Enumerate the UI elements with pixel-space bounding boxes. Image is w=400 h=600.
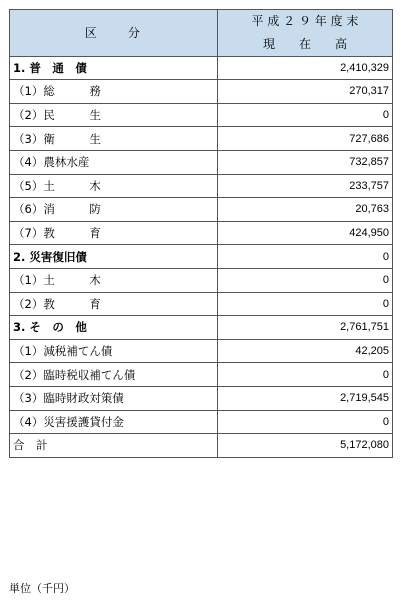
table-row — [10, 80, 393, 104]
table-row — [10, 56, 393, 80]
table-row — [10, 221, 393, 245]
row-label: （6）消 防 — [10, 198, 218, 222]
table-row — [10, 150, 393, 174]
table-row — [10, 339, 393, 363]
row-value: 424,950 — [218, 221, 393, 245]
debt-balance-table — [9, 9, 393, 458]
table-row — [10, 410, 393, 434]
row-label: （7）教 育 — [10, 221, 218, 245]
row-label: （3）臨時財政対策債 — [10, 386, 218, 410]
row-value: 20,763 — [218, 198, 393, 222]
table-row — [10, 268, 393, 292]
table-row — [10, 198, 393, 222]
table-row — [10, 127, 393, 151]
row-value: 0 — [218, 292, 393, 316]
header-balance-line1: 平 成 ２ ９ 年 度 末 — [251, 14, 359, 28]
row-value: 270,317 — [218, 80, 393, 104]
table-row — [10, 103, 393, 127]
row-label: （4）農林水産 — [10, 150, 218, 174]
row-value: 0 — [218, 245, 393, 269]
row-value: 0 — [218, 268, 393, 292]
table-row — [10, 174, 393, 198]
row-label: （2）臨時税収補てん債 — [10, 363, 218, 387]
row-label: （5）土 木 — [10, 174, 218, 198]
row-value: 42,205 — [218, 339, 393, 363]
row-label: 2. 災害復旧債 — [10, 245, 218, 269]
row-value: 2,719,545 — [218, 386, 393, 410]
row-value: 0 — [218, 410, 393, 434]
row-label: （4）災害援護貸付金 — [10, 410, 218, 434]
table-row — [10, 245, 393, 269]
header-category: 区 分 — [10, 10, 218, 57]
table-row — [10, 363, 393, 387]
row-value: 0 — [218, 103, 393, 127]
table-row — [10, 386, 393, 410]
table-row — [10, 292, 393, 316]
row-label: （1）総 務 — [10, 80, 218, 104]
table-row — [10, 434, 393, 458]
header-balance-line2: 現 在 高 — [262, 36, 347, 51]
row-label: 1. 普 通 債 — [10, 56, 218, 80]
row-label: （3）衛 生 — [10, 127, 218, 151]
row-label: （1）土 木 — [10, 268, 218, 292]
header-balance — [218, 10, 393, 57]
unit-note: 単位（千円） — [9, 582, 75, 595]
row-value: 0 — [218, 363, 393, 387]
row-label: 合 計 — [10, 434, 218, 458]
row-label: （2）民 生 — [10, 103, 218, 127]
row-value: 5,172,080 — [218, 434, 393, 458]
row-label: （1）減税補てん債 — [10, 339, 218, 363]
row-value: 2,761,751 — [218, 316, 393, 340]
table-header-row — [10, 10, 393, 57]
row-value: 732,857 — [218, 150, 393, 174]
row-value: 2,410,329 — [218, 56, 393, 80]
row-label: 3. そ の 他 — [10, 316, 218, 340]
row-value: 233,757 — [218, 174, 393, 198]
row-label: （2）教 育 — [10, 292, 218, 316]
table-body — [10, 56, 393, 457]
row-value: 727,686 — [218, 127, 393, 151]
table-row — [10, 316, 393, 340]
